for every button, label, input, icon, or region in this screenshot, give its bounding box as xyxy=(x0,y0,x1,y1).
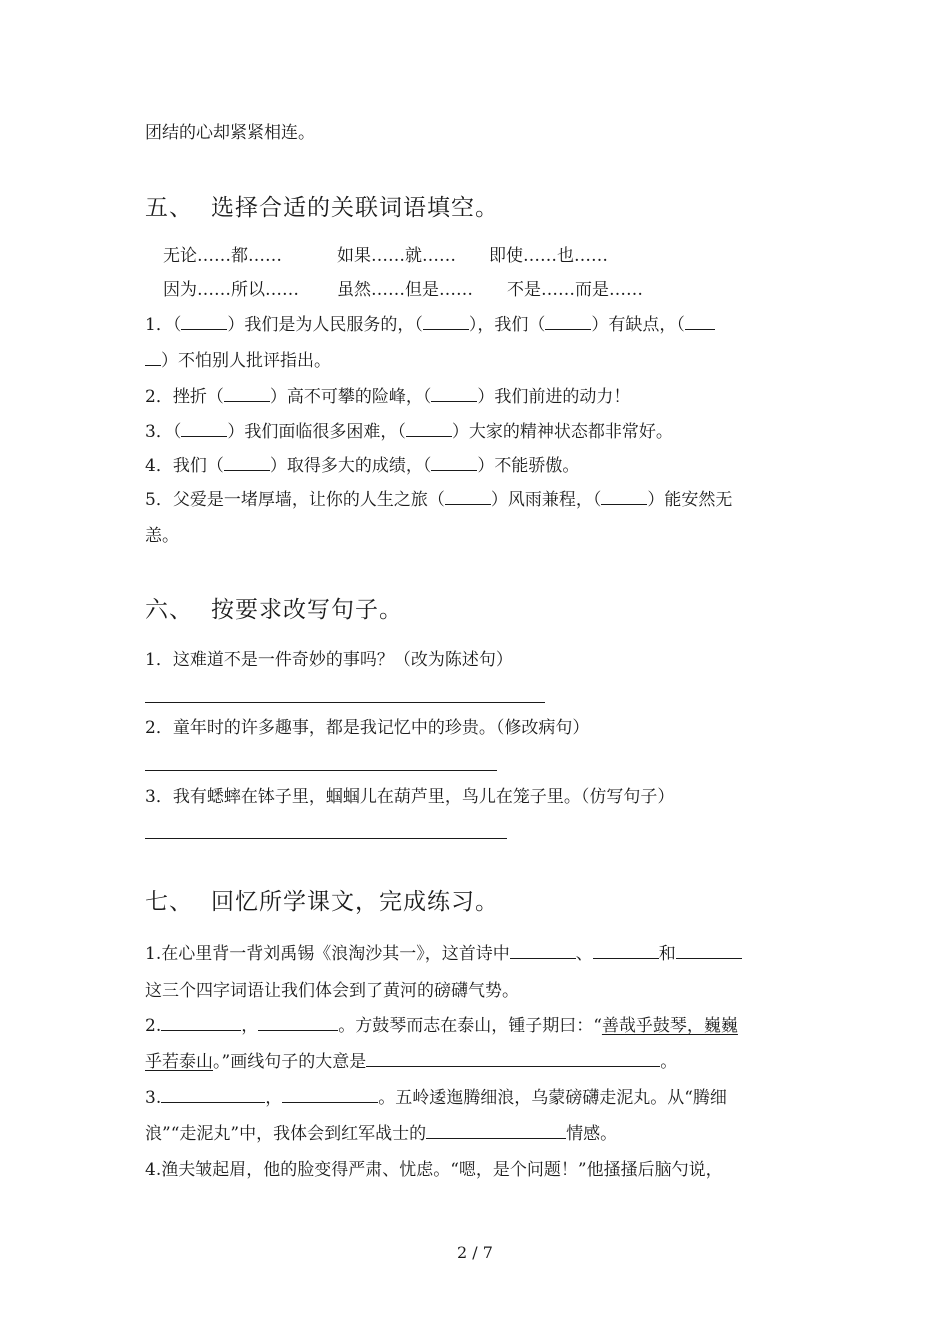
section-5-number: 五、 xyxy=(145,195,193,221)
option-5: 虽然……但是…… xyxy=(337,280,473,300)
fill-blank[interactable] xyxy=(510,943,576,959)
s7-question-3-cont: 浪”“走泥丸”中，我体会到红军战士的 情感。 xyxy=(145,1124,618,1144)
fill-blank[interactable] xyxy=(145,350,161,366)
s7-question-1-cont: 这三个四字词语让我们体会到了黄河的磅礴气势。 xyxy=(145,981,519,1001)
section-5-title: 选择合适的关联词语填空。 xyxy=(211,195,499,221)
section-6-heading xyxy=(145,595,403,625)
answer-line-3[interactable] xyxy=(145,838,507,839)
s7-question-2-cont: 乎若泰山。”画线句子的大意是 。 xyxy=(145,1052,678,1072)
s6-question-3: 3．我有蟋蟀在钵子里，蝈蝈儿在葫芦里，鸟儿在笼子里。（仿写句子） xyxy=(145,787,675,807)
fill-blank[interactable] xyxy=(685,314,715,330)
s6-question-2: 2．童年时的许多趣事，都是我记忆中的珍贵。（修改病句） xyxy=(145,718,590,738)
fill-blank[interactable] xyxy=(676,943,742,959)
option-3: 即使……也…… xyxy=(489,246,608,266)
fill-blank[interactable] xyxy=(224,455,270,471)
fill-blank[interactable] xyxy=(431,455,477,471)
option-1: 无论……都…… xyxy=(163,246,282,266)
option-4: 因为……所以…… xyxy=(163,280,299,300)
fill-blank[interactable] xyxy=(601,489,647,505)
s7-question-2: 2. ， 。方鼓琴而志在泰山，锺子期曰：“善哉乎鼓琴，巍巍 xyxy=(145,1016,738,1036)
s7-question-1: 1.在心里背一背刘禹锡《浪淘沙其一》，这首诗中 、 和 xyxy=(145,943,742,965)
s5-question-1: 1．（ ）我们是为人民服务的，（ ），我们（ ）有缺点，（ xyxy=(145,314,715,336)
s5-question-4: 4．我们（ ）取得多大的成绩，（ ）不能骄傲。 xyxy=(145,456,580,476)
s5-question-5-cont: 恙。 xyxy=(145,526,179,546)
fill-blank[interactable] xyxy=(224,386,270,402)
s5-question-5: 5．父爱是一堵厚墙，让你的人生之旅（ ）风雨兼程，（ ）能安然无 xyxy=(145,490,733,510)
s7-question-4: 4.渔夫皱起眉，他的脸变得严肃、忧虑。“嗯，是个问题！”他搔搔后脑勺说， xyxy=(145,1160,723,1180)
section-7-number: 七、 xyxy=(145,889,193,915)
intro-tail-text: 团结的心却紧紧相连。 xyxy=(145,123,315,143)
option-2: 如果……就…… xyxy=(337,246,456,266)
s6-question-1: 1．这难道不是一件奇妙的事吗？（改为陈述句） xyxy=(145,650,513,670)
page-number: 2 / 7 xyxy=(457,1243,493,1262)
section-6-number: 六、 xyxy=(145,597,193,623)
s5-question-3: 3．（ ）我们面临很多困难，（ ）大家的精神状态都非常好。 xyxy=(145,422,673,442)
section-6-title: 按要求改写句子。 xyxy=(211,597,403,623)
option-6: 不是……而是…… xyxy=(507,280,643,300)
fill-blank[interactable] xyxy=(423,314,469,330)
fill-blank[interactable] xyxy=(258,1015,338,1031)
section-7-title: 回忆所学课文，完成练习。 xyxy=(211,889,499,915)
underlined-sentence: 乎若泰山 xyxy=(145,1052,213,1072)
fill-blank[interactable] xyxy=(161,1087,265,1103)
s5-question-1-cont: ）不怕别人批评指出。 xyxy=(145,350,331,372)
fill-blank[interactable] xyxy=(406,421,452,437)
fill-blank[interactable] xyxy=(545,314,591,330)
s5-question-2: 2．挫折（ ）高不可攀的险峰，（ ）我们前进的动力！ xyxy=(145,387,631,407)
fill-blank[interactable] xyxy=(431,386,477,402)
fill-blank[interactable] xyxy=(426,1123,566,1139)
fill-blank[interactable] xyxy=(181,314,227,330)
fill-blank[interactable] xyxy=(366,1051,660,1067)
fill-blank[interactable] xyxy=(161,1015,241,1031)
fill-blank[interactable] xyxy=(282,1087,378,1103)
section-7-heading xyxy=(145,887,499,917)
fill-blank[interactable] xyxy=(181,421,227,437)
fill-blank[interactable] xyxy=(593,943,659,959)
answer-line-1[interactable] xyxy=(145,702,545,703)
answer-line-2[interactable] xyxy=(145,770,497,771)
underlined-sentence: 善哉乎鼓琴，巍巍 xyxy=(601,1016,738,1036)
fill-blank[interactable] xyxy=(445,489,491,505)
section-5-heading xyxy=(145,193,499,223)
s7-question-3: 3. ， 。五岭逶迤腾细浪，乌蒙磅礴走泥丸。从“腾细 xyxy=(145,1088,727,1108)
